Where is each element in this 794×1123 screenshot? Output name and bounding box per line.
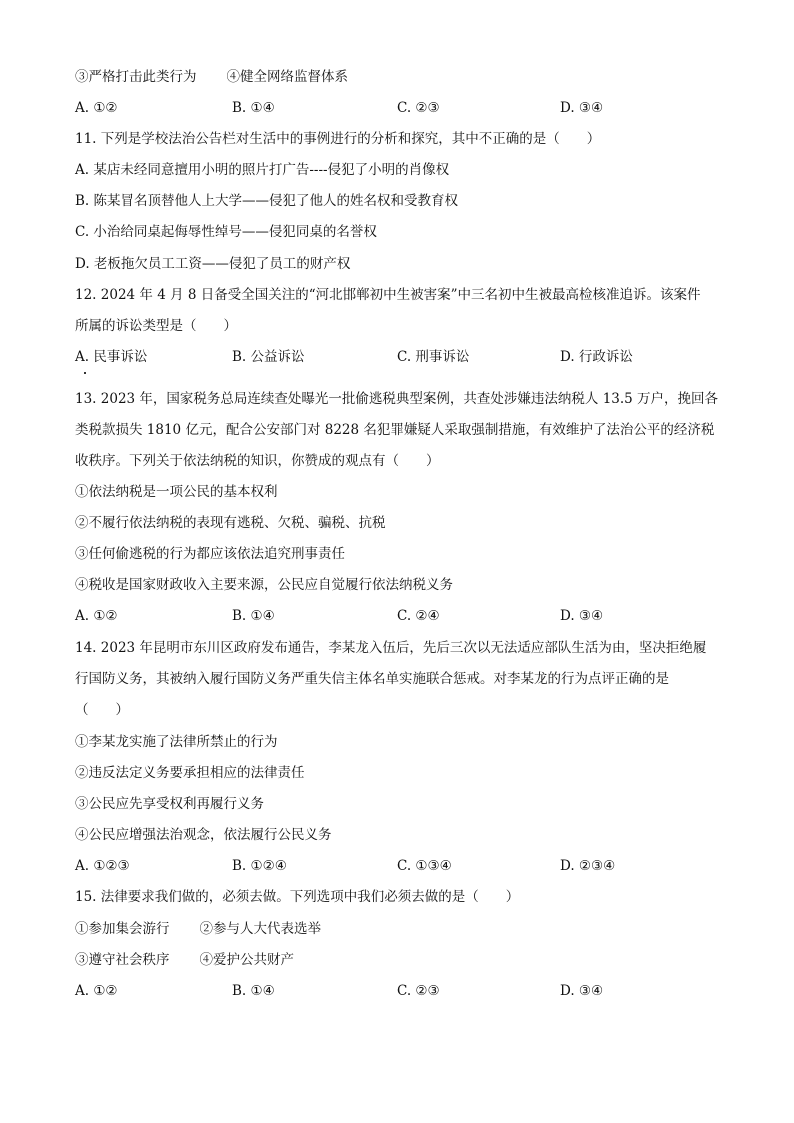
statement: ①李某龙实施了法律所禁止的行为	[75, 734, 278, 750]
option-d: D. ③④	[560, 608, 604, 624]
statement: ③严格打击此类行为	[75, 69, 197, 85]
options-row	[75, 982, 725, 1000]
option-c: C. 小治给同桌起侮辱性绰号——侵犯同桌的名誉权	[75, 224, 377, 240]
question-stem: 14. 2023 年昆明市东川区政府发布通告，李某龙入伍后，先后三次以无法适应部队生活为由，坚决拒绝履	[75, 640, 707, 656]
option-d: D. ③④	[560, 100, 604, 116]
question-stem-cont: 收秩序。下列关于依法纳税的知识，你赞成的观点有（ ）	[75, 453, 440, 469]
statement: ②参与人大代表选举	[199, 921, 321, 937]
stray-dot	[84, 372, 86, 374]
option-b: B. ①④	[232, 100, 275, 116]
option-a: A. ①②	[75, 608, 118, 624]
statement-pair	[75, 68, 348, 86]
statement-pair	[75, 920, 321, 938]
question-stem: 11. 下列是学校法治公告栏对生活中的事例进行的分析和探究，其中不正确的是（ ）	[75, 131, 601, 147]
options-row	[75, 348, 725, 366]
question-stem: 12. 2024 年 4 月 8 日备受全国关注的“河北邯郸初中生被害案”中三名初中生被最高检核准追诉。该案件	[75, 287, 701, 303]
option-d: D. ②③④	[560, 858, 616, 874]
question-stem: 13. 2023 年，国家税务总局连续查处曝光一批偷逃税典型案例，共查处涉嫌违法纳税人 13.5 万户，挽回各	[75, 391, 719, 407]
option-a: A. 某店未经同意擅用小明的照片打广告----侵犯了小明的肖像权	[75, 162, 450, 178]
statement: ①依法纳税是一项公民的基本权利	[75, 484, 278, 500]
option-a: A. 民事诉讼	[75, 349, 148, 365]
statement: ②不履行依法纳税的表现有逃税、欠税、骗税、抗税	[75, 515, 386, 531]
option-c: C. ②③	[397, 100, 440, 116]
option-a: A. ①②	[75, 100, 118, 116]
question-stem-cont: 行国防义务，其被纳入履行国防义务严重失信主体名单实施联合惩戒。对李某龙的行为点评正确的是	[75, 671, 669, 687]
option-a: A. ①②	[75, 983, 118, 999]
options-row	[75, 607, 725, 625]
option-d: D. ③④	[560, 983, 604, 999]
option-b: B. ①④	[232, 608, 275, 624]
question-stem-cont: 所属的诉讼类型是（ ）	[75, 318, 237, 334]
option-b: B. 陈某冒名顶替他人上大学——侵犯了他人的姓名权和受教育权	[75, 193, 459, 209]
statement-pair	[75, 951, 294, 969]
question-stem-cont: （ ）	[75, 702, 129, 718]
statement: ①参加集会游行	[75, 921, 170, 937]
options-row	[75, 857, 725, 875]
option-c: C. ②④	[397, 608, 440, 624]
option-b: B. ①④	[232, 983, 275, 999]
statement: ④健全网络监督体系	[226, 69, 348, 85]
statement: ③任何偷逃税的行为都应该依法追究刑事责任	[75, 546, 345, 562]
option-c: C. ②③	[397, 983, 440, 999]
statement: ④公民应增强法治观念，依法履行公民义务	[75, 827, 332, 843]
option-d: D. 老板拖欠员工工资——侵犯了员工的财产权	[75, 256, 351, 272]
option-d: D. 行政诉讼	[560, 349, 633, 365]
statement: ④税收是国家财政收入主要来源，公民应自觉履行依法纳税义务	[75, 577, 453, 593]
statement: ③遵守社会秩序	[75, 952, 170, 968]
option-c: C. 刑事诉讼	[397, 349, 470, 365]
question-stem: 15. 法律要求我们做的，必须去做。下列选项中我们必须去做的是（ ）	[75, 889, 520, 905]
option-c: C. ①③④	[397, 858, 452, 874]
options-row	[75, 99, 725, 117]
option-a: A. ①②③	[75, 858, 130, 874]
statement: ④爱护公共财产	[199, 952, 294, 968]
option-b: B. ①②④	[232, 858, 287, 874]
statement: ③公民应先享受权利再履行义务	[75, 796, 264, 812]
statement: ②违反法定义务要承担相应的法律责任	[75, 765, 305, 781]
question-stem-cont: 类税款损失 1810 亿元，配合公安部门对 8228 名犯罪嫌疑人采取强制措施，有效维护了法治公平的经济税	[75, 422, 715, 438]
option-b: B. 公益诉讼	[232, 349, 305, 365]
